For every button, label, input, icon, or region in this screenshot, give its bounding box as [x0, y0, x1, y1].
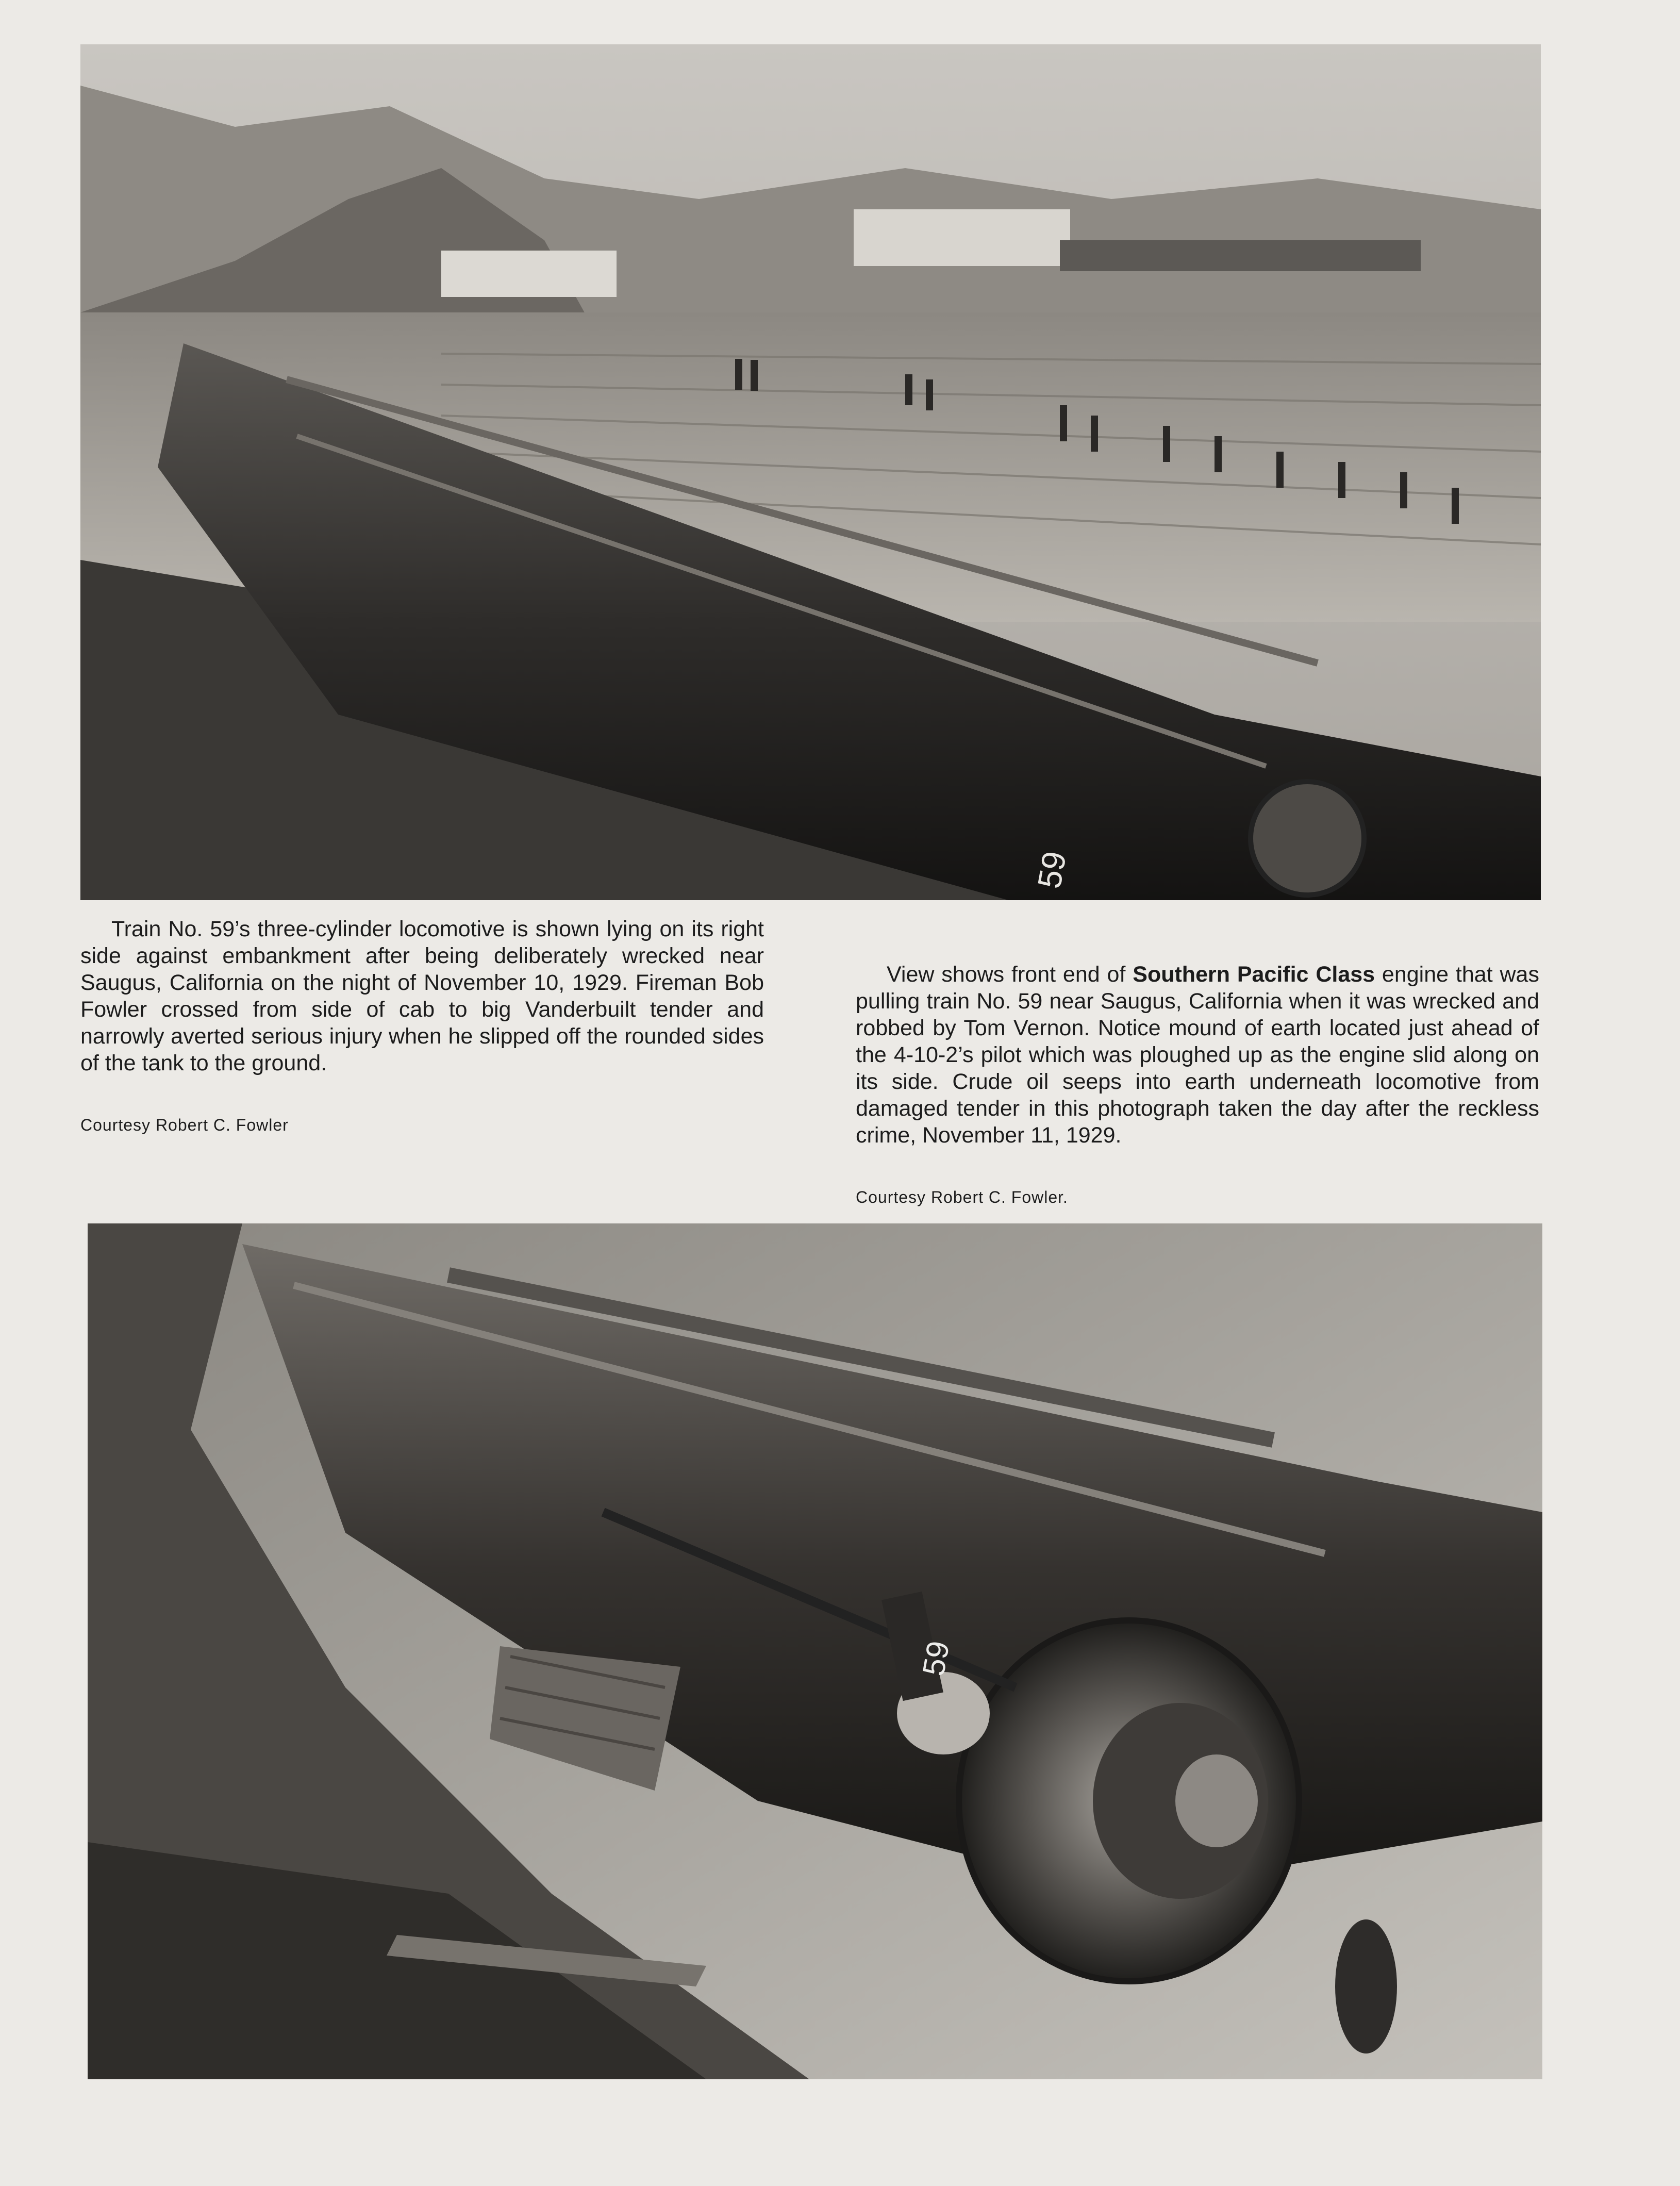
photo-top-wreck	[80, 44, 1541, 900]
caption-right-bold: Southern Pacific Class	[1133, 962, 1375, 987]
caption-right-text-before: View shows front end of	[887, 962, 1133, 987]
photo-bottom-illustration	[88, 1223, 1542, 2079]
caption-right-text-after: engine that was pulling train No. 59 near Saugus, California when it was wrecked and robbed by Tom Vernon. Notice mound of earth located just ahead of the 4-10-2’s pilot which was ploughed up as the engine slid along on its side. Crude oil seeps into earth underneath locomotive from damaged tender in this photograph taken the day after the reckless crime, November 11, 1929.	[856, 962, 1539, 1148]
engine-number-bottom: 59	[916, 1638, 956, 1679]
photo-top-illustration	[80, 44, 1541, 900]
caption-right	[856, 961, 1539, 1149]
caption-left: Train No. 59’s three-cylinder locomotive is shown lying on its right side against embankment after being deliberately wrecked near Saugus, California on the night of November 10, 1929. Fireman Bob Fowler crossed from side of cab to big Vanderbuilt tender and narrowly averted serious injury when he slipped off the rounded sides of the tank to the ground.	[80, 917, 764, 1075]
credit-right: Courtesy Robert C. Fowler.	[856, 1188, 1068, 1206]
photo-bottom-wreck	[88, 1223, 1542, 2079]
engine-number-top: 59	[1030, 848, 1074, 891]
credit-left: Courtesy Robert C. Fowler	[80, 1116, 289, 1134]
